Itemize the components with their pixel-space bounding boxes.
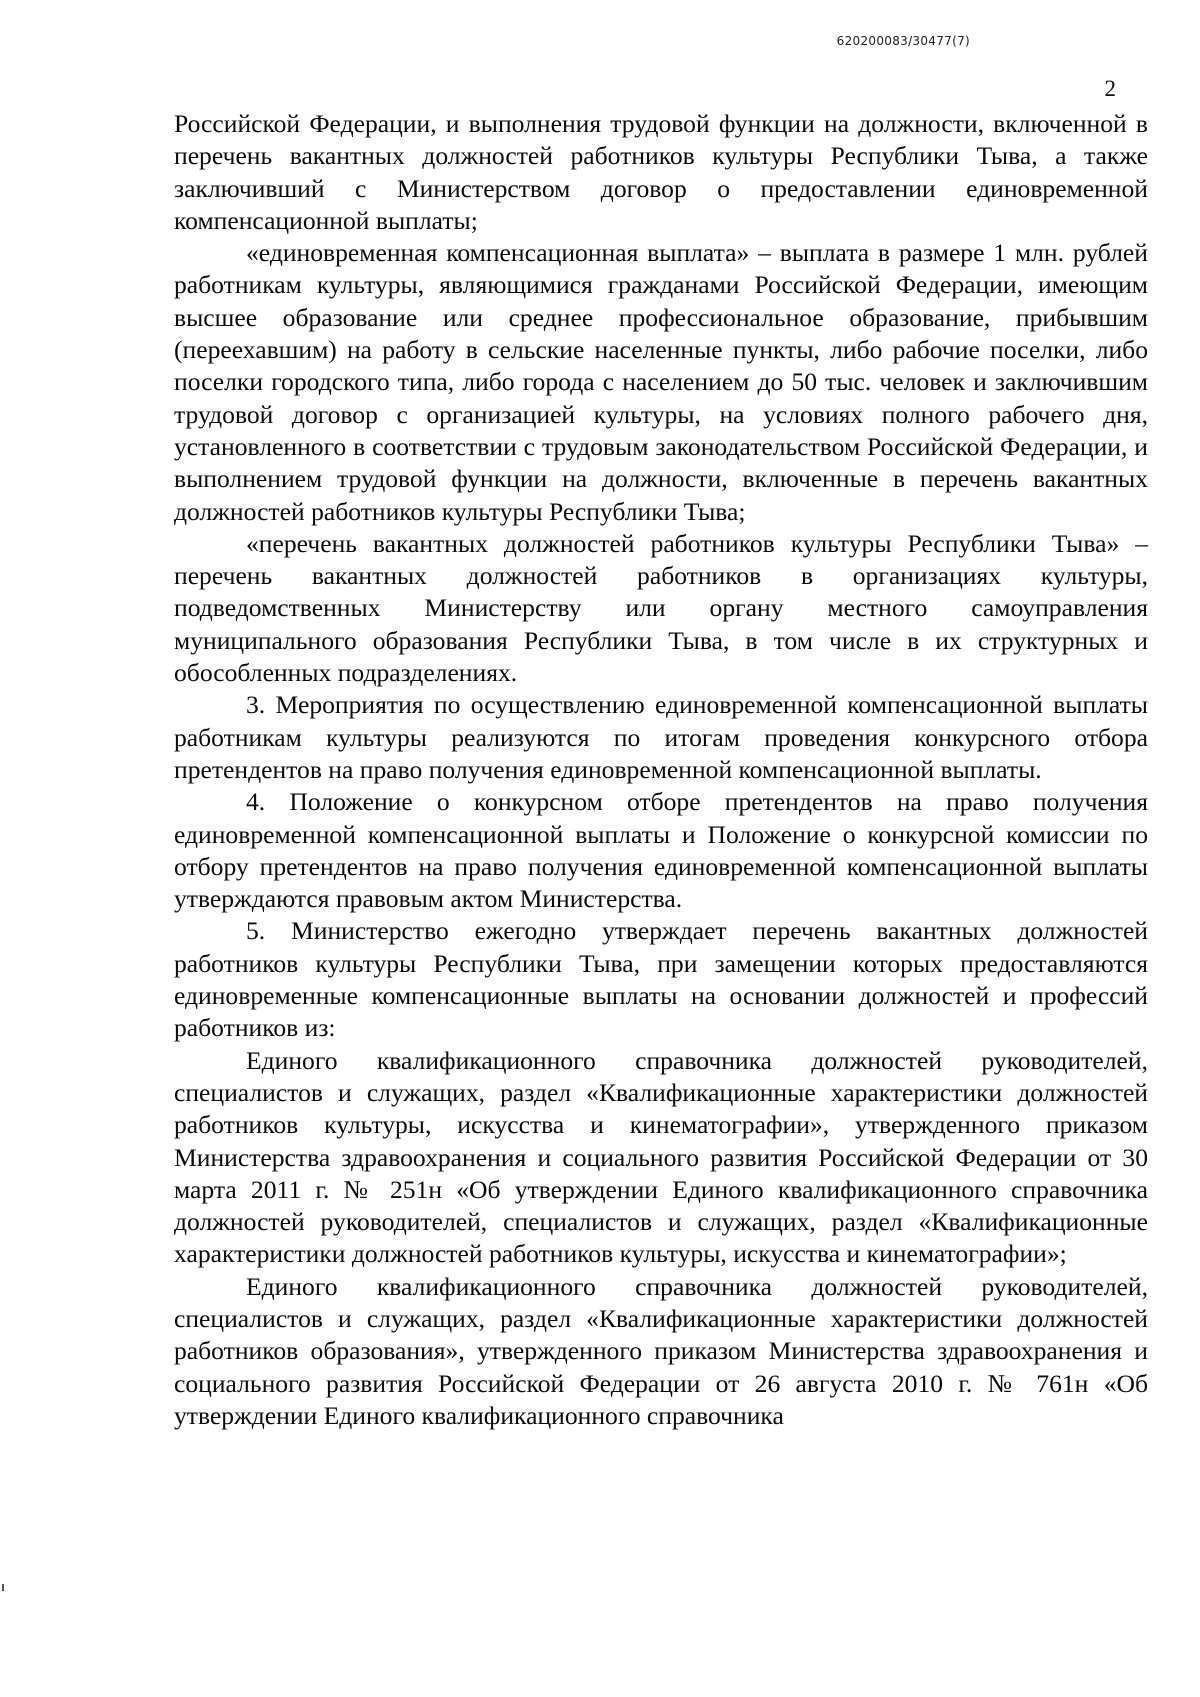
document-body <box>174 108 1148 1432</box>
paragraph-item-3: 3. Мероприятия по осуществлению единовременной компенсационной выплаты работникам культуры реализуются по итогам проведения конкурсного отбора претендентов на право получения единовременной компенсационной выплаты. <box>174 690 1148 784</box>
paragraph-item-4: 4. Положение о конкурсном отборе претендентов на право получения единовременной компенсационной выплаты и Положение о конкурсной комиссии по отбору претендентов на право получения единовременной компенсационной выплаты утверждаются правовым актом Министерства. <box>174 787 1148 914</box>
paragraph-continuation: Российской Федерации, и выполнения трудовой функции на должности, включенной в перечень вакантных должностей работников культуры Республики Тыва, а также заключивший с Министерством договор о предоставлении единовременной компенсационной выплаты; <box>174 109 1148 235</box>
document-code: 620200083/30477(7) <box>836 34 970 48</box>
paragraph-item-5: 5. Министерство ежегодно утверждает перечень вакантных должностей работников культуры Республики Тыва, при замещении которых предоставляются единовременные компенсационные выплаты на основании должностей и профессий работников из: <box>174 916 1148 1043</box>
scan-artifact <box>2 1584 4 1591</box>
paragraph-definition-payment: «единовременная компенсационная выплата» – выплата в размере 1 млн. рублей работникам культуры, являющимися гражданами Российской Федерации, имеющим высшее образование или среднее профессиональное образование, прибывшим (переехавшим) на работу в сельские населенные пункты, либо рабочие поселки, либо поселки городского типа, либо города с населением до 50 тыс. человек и заключившим трудовой договор с организацией культуры, на условиях полного рабочего дня, установленного в соответствии с трудовым законодательством Российской Федерации, и выполнением трудовой функции на должности, включенные в перечень вакантных должностей работников культуры Республики Тыва; <box>174 238 1148 526</box>
paragraph-definition-vacancy-list: «перечень вакантных должностей работников культуры Республики Тыва» – перечень вакантных должностей работников в организациях культуры, подведомственных Министерству или органу местного самоуправления муниципального образования Республики Тыва, в том числе в их структурных и обособленных подразделениях. <box>174 528 1148 688</box>
paragraph-culture-handbook: Единого квалификационного справочника должностей руководителей, специалистов и служащих, раздел «Квалификационные характеристики должностей работников культуры, искусства и кинематографии», утвержденного приказом Министерства здравоохранения и социального развития Российской Федерации от 30 марта 2011 г. № 251н «Об утверждении Единого квалификационного справочника должностей руководителей, специалистов и служащих, раздел «Квалификационные характеристики должностей работников культуры, искусства и кинематографии»; <box>174 1045 1148 1269</box>
paragraph-education-handbook: Единого квалификационного справочника должностей руководителей, специалистов и служащих, раздел «Квалификационные характеристики должностей работников образования», утвержденного приказом Министерства здравоохранения и социального развития Российской Федерации от 26 августа 2010 г. № 761н «Об утверждении Единого квалификационного справочника <box>174 1271 1148 1430</box>
page-number: 2 <box>1104 76 1116 101</box>
